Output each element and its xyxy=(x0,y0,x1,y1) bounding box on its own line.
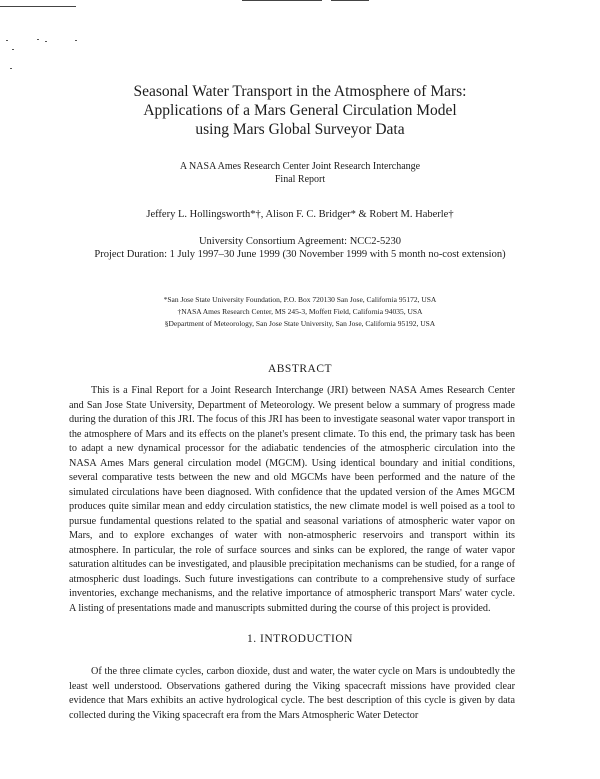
title-line-3: using Mars Global Surveyor Data xyxy=(195,121,405,138)
introduction-body: Of the three climate cycles, carbon dioxide, dust and water, the water cycle on Mars is undoubtedly the least well understood. Observations gathered during the Viking spacecraft missions have provided clear evidence that Mars exhibits an active hydrological cycle. The best description of this cycle is given by data collected during the Viking spacecraft era from the Mars Atmospheric Water Detector xyxy=(69,666,515,721)
title-line-2: Applications of a Mars General Circulation Model xyxy=(143,102,457,119)
scan-speck xyxy=(10,68,12,69)
paper-title xyxy=(0,82,600,139)
scan-speck xyxy=(45,41,47,42)
affiliation-3: §Department of Meteorology, San Jose State University, San Jose, California 95192, USA xyxy=(164,319,436,328)
author-list: Jeffery L. Hollingsworth*†, Alison F. C. Bridger* & Robert M. Haberle† xyxy=(146,209,454,220)
agreement-line: University Consortium Agreement: NCC2-5230 xyxy=(198,236,402,247)
scan-top-rule-right xyxy=(331,0,369,1)
affiliation-1: *San Jose State University Foundation, P.O. Box 720130 San Jose, California 95172, USA xyxy=(163,295,437,304)
introduction-heading: 1. INTRODUCTION xyxy=(247,633,353,645)
scan-top-rule-mid xyxy=(242,0,322,1)
abstract-heading: ABSTRACT xyxy=(267,363,333,375)
scan-speck xyxy=(37,39,39,40)
scan-top-rule-left xyxy=(0,6,76,7)
report-subtitle xyxy=(0,160,600,186)
agreement-info xyxy=(0,235,600,261)
subtitle-line-1: A NASA Ames Research Center Joint Research Interchange xyxy=(179,161,421,172)
affiliations xyxy=(0,294,600,330)
scan-speck xyxy=(75,40,77,41)
scan-speck xyxy=(12,49,14,50)
title-line-1: Seasonal Water Transport in the Atmosphere of Mars: xyxy=(133,83,467,100)
scan-speck xyxy=(6,40,8,41)
subtitle-line-2: Final Report xyxy=(274,174,326,185)
abstract-body: This is a Final Report for a Joint Research Interchange (JRI) between NASA Ames Research Center and San Jose State University, Department of Meteorology. We present below a summary of progress made during the duration of this JRI. The focus of this JRI has been to investigate seasonal water vapor transport in the atmosphere of Mars and its effects on the planet's present climate. To this end, the primary task has been to adapt a new dynamical processor for the adiabatic tendencies of the atmospheric circulation into the NASA Ames Mars general circulation model (MGCM). Using identical boundary and initial conditions, several comparative tests between the new and old MGCMs have been performed and the nature of the simulated circulations have been diagnosed. With confidence that the updated version of the Ames MGCM produces quite similar mean and eddy circulation statistics, the new climate model is well poised as a tool to pursue fundamental questions related to the spatial and seasonal variations of atmospheric water vapor on Mars, and to explore exchanges of water with non-atmospheric reservoirs and transport within its atmosphere. In particular, the role of surface sources and sinks can be explored, the range of water vapor saturation altitudes can be investigated, and plausible precipitation mechanisms can be studied, for a range of atmospheric dust loadings. Such future investigations can contribute to a comprehensive study of surface inventories, exchange mechanisms, and the relative importance of atmospheric transport Mars' water cycle. A listing of presentations made and manuscripts submitted during the course of this project is provided. xyxy=(69,385,515,614)
project-duration-line: Project Duration: 1 July 1997–30 June 1999 (30 November 1999 with 5 month no-cost extension) xyxy=(94,249,506,260)
affiliation-2: †NASA Ames Research Center, MS 245-3, Moffett Field, California 94035, USA xyxy=(177,307,423,316)
